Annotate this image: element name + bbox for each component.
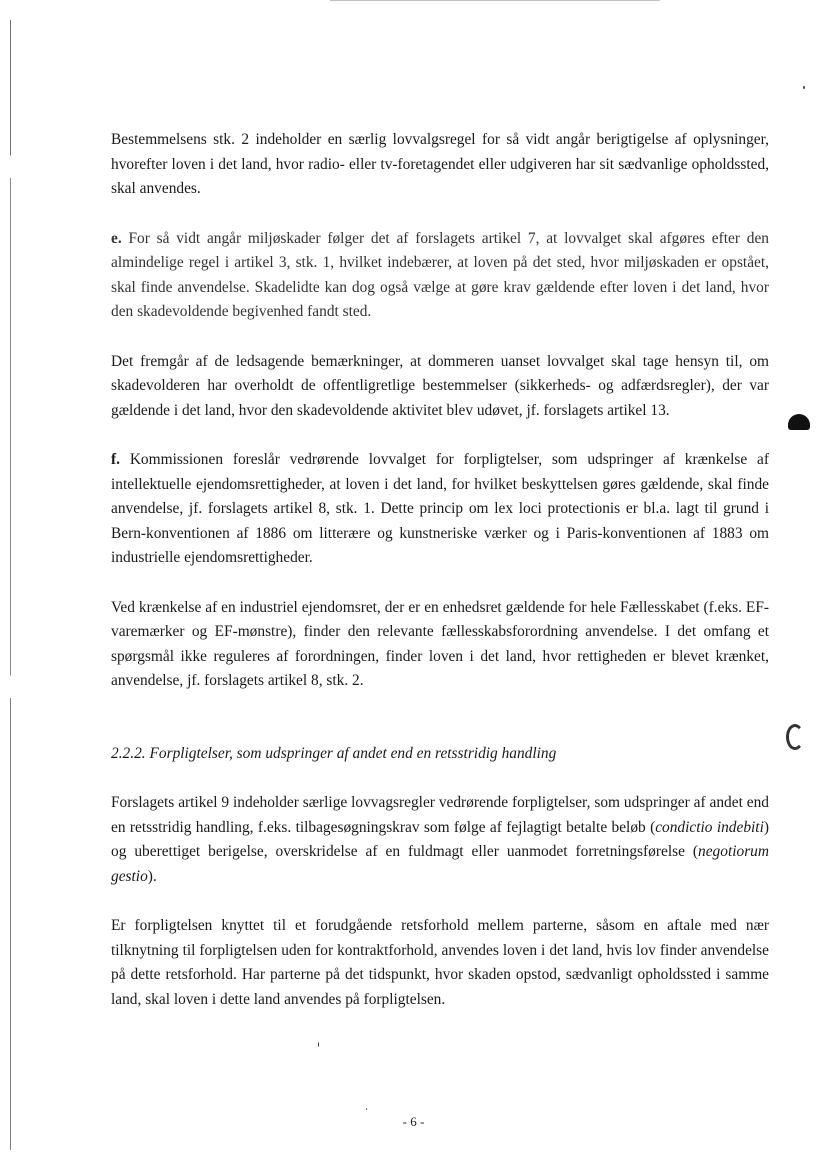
section-heading: 2.2.2. Forpligtelser, som udspringer af andet end en retsstridig handling xyxy=(111,744,557,762)
scan-speck xyxy=(803,86,805,89)
scan-speck xyxy=(366,1108,367,1110)
paragraph-letter: f. xyxy=(111,451,120,468)
paragraph-text: ). xyxy=(147,867,157,885)
scan-left-edge xyxy=(10,20,11,1150)
paragraph-letter: e. xyxy=(111,229,122,247)
paragraph: Det fremgår af de ledsagende bemærkninger, at dommeren uanset lovvalget skal tage hensyn til, om skadevolderen har overholdt de offentligretlige bestemmelser (sikkerheds- og adfærdsregler), der var gældende i det land, hvor den skadevoldende aktivitet blev udøvet, jf. forslagets artikel 13. xyxy=(111,352,769,419)
latin-term: condictio indebiti xyxy=(655,818,764,836)
paragraph xyxy=(111,791,769,889)
paragraph: Er forpligtelsen knyttet til et forudgående retsforhold mellem parterne, såsom en aftale med nær tilknytning til forpligtelsen uden for kontraktforhold, anvendes loven i det land, hvis lov finder anvendelse på dette retsforhold. Har parterne på det tidspunkt, hvor skaden opstod, sædvanligt opholdssted i samme land, skal loven i dette land anvendes på forpligtelsen. xyxy=(111,917,769,1008)
paragraph: Bestemmelsens stk. 2 indeholder en særlig lovvalgsregel for så vidt angår berigtigelse af oplysninger, hvorefter loven i det land, hvor radio- eller tv-foretagendet eller udgiveren har sit sædvanlige opholdssted, skal anvendes. xyxy=(111,131,769,197)
binder-hole-mark xyxy=(788,414,810,430)
paragraph-f xyxy=(111,448,769,571)
paragraph-text: Kommissionen foreslår vedrørende lovvalget for forpligtelser, som udspringer af krænkelse af intellektuelle ejendomsrettigheder, at loven i det land, for hvilket beskyttelsen gøres gældende, skal finde anvendelse, jf. forslagets artikel 8, stk. 1. Dette princip om lex loci protectionis er bl.a. lagt til grund i Bern-konventionen af 1886 om litterære og kunstneriske værker og i Paris-konventionen af 1883 om industrielle ejendomsrettigheder. xyxy=(111,451,769,566)
paragraph-text: ) og uberettiget berigelse, overskridelse af en fuldmagt eller uanmodet forretningsførelse ( xyxy=(111,818,769,860)
scan-top-edge xyxy=(330,0,660,1)
document-body xyxy=(111,128,769,1012)
binder-hole-mark xyxy=(786,724,804,750)
latin-term: negotiorum gestio xyxy=(111,843,769,885)
scan-speck xyxy=(318,1042,319,1047)
paragraph-text: Forslagets artikel 9 indeholder særlige lovvagsregler vedrørende forpligtelser, som udspringer af andet end en retsstridig handling, f.eks. tilbagesøgningskrav som følge af fejlagtigt betalte beløb ( xyxy=(111,794,769,836)
paragraph-text: For så vidt angår miljøskader følger det af forslagets artikel 7, at lovvalget skal afgøres efter den almindelige regel i artikel 3, stk. 1, hvilket indebærer, at loven på det sted, hvor miljøskaden er opstået, skal finde anvendelse. Skadelidte kan dog også vælge at gøre krav gældende efter loven i det land, hvor den skadevoldende begivenhed fandt sted. xyxy=(111,229,769,320)
page-number: - 6 - xyxy=(402,1114,425,1129)
paragraph: Ved krænkelse af en industriel ejendomsret, der er en enhedsret gældende for hele Fællesskabet (f.eks. EF-varemærker og EF-mønstre), finder den relevante fællesskabsforordning anvendelse. I det omfang et spørgsmål ikke reguleres af forordningen, finder loven i det land, hvor rettigheden er blevet krænket, anvendelse, jf. forslagets artikel 8, stk. 2. xyxy=(111,598,769,689)
paragraph-e xyxy=(111,227,769,325)
